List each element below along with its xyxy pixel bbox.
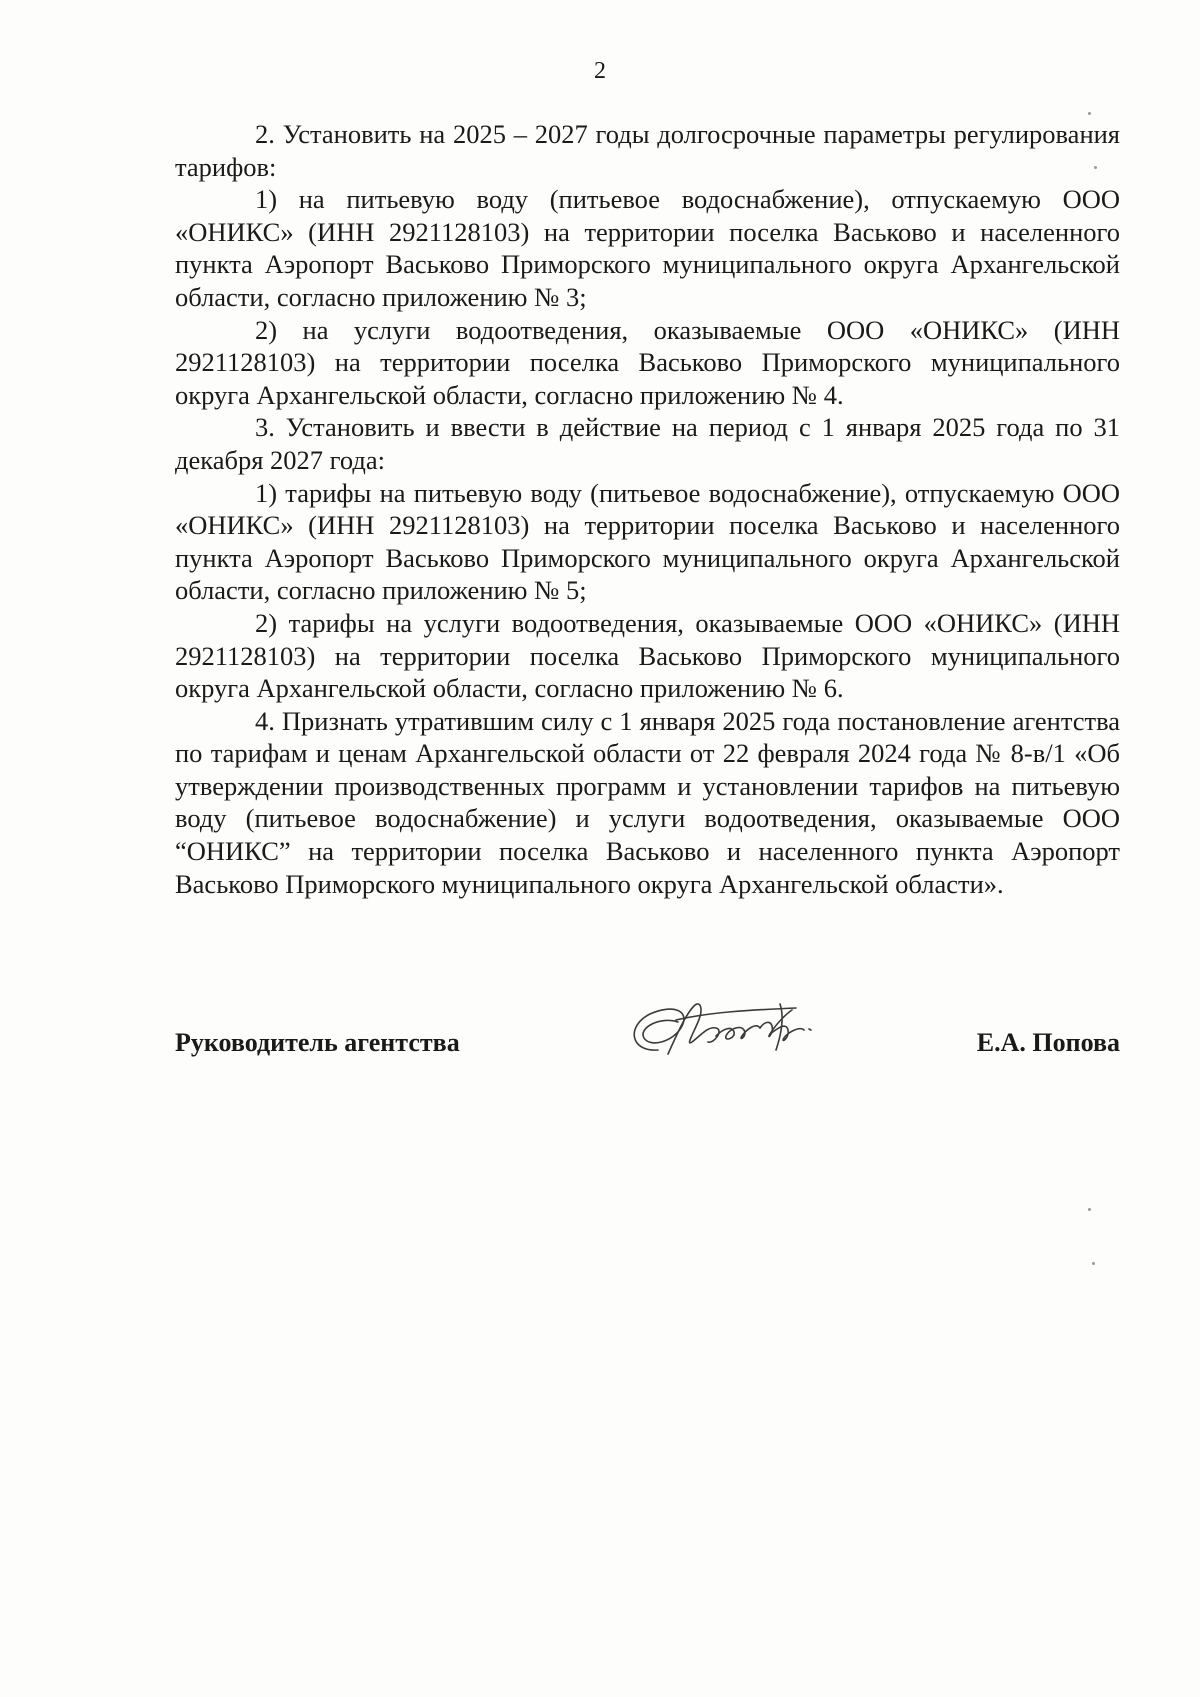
paragraph-2-1: 1) на питьевую воду (питьевое водоснабжение), отпускаемую ООО «ОНИКС» (ИНН 2921128103) на территории поселка Васьково и населенного пункта Аэропорт Васьково Приморского муниципального округа Архангельской области, согласно приложению № 3; xyxy=(175,184,1120,312)
scan-speck xyxy=(1094,166,1097,169)
paragraph-4: 4. Признать утратившим силу с 1 января 2025 года постановление агентства по тарифам и ценам Архангельской области от 22 февраля 2024 года № 8-в/1 «Об утверждении производственных программ и установлении тарифов на питьевую воду (питьевое водоснабжение) и услуги водоотведения, оказываемые ООО “ОНИКС” на территории поселка Васьково и населенного пункта Аэропорт Васьково Приморского муниципального округа Архангельской области». xyxy=(175,705,1120,899)
paragraph-3-1: 1) тарифы на питьевую воду (питьевое водоснабжение), отпускаемую ООО «ОНИКС» (ИНН 2921128103) на территории поселка Васьково и населенного пункта Аэропорт Васьково Приморского муниципального округа Архангельской области, согласно приложению № 5; xyxy=(175,477,1120,606)
handwritten-signature xyxy=(620,992,830,1072)
signature-block xyxy=(175,1020,1120,1080)
scan-speck xyxy=(1088,112,1091,115)
document-body xyxy=(175,118,1120,900)
signatory-name: Е.А. Попова xyxy=(976,1028,1120,1057)
page-number: 2 xyxy=(594,58,606,84)
paragraph-3-2: 2) тарифы на услуги водоотведения, оказываемые ООО «ОНИКС» (ИНН 2921128103) на территории поселка Васьково Приморского муниципального округа Архангельской области, согласно приложению № 6. xyxy=(175,607,1120,704)
paragraph-2-2: 2) на услуги водоотведения, оказываемые ООО «ОНИКС» (ИНН 2921128103) на территории поселка Васьково Приморского муниципального округа Архангельской области, согласно приложению № 4. xyxy=(175,314,1120,410)
scan-speck xyxy=(1088,1208,1091,1211)
scan-speck xyxy=(1092,1262,1095,1265)
paragraph-3: 3. Установить и ввести в действие на период с 1 января 2025 года по 31 декабря 2027 года: xyxy=(175,412,1120,475)
paragraph-2: 2. Установить на 2025 – 2027 годы долгосрочные параметры регулирования тарифов: xyxy=(175,119,1120,182)
signatory-title: Руководитель агентства xyxy=(175,1028,460,1057)
